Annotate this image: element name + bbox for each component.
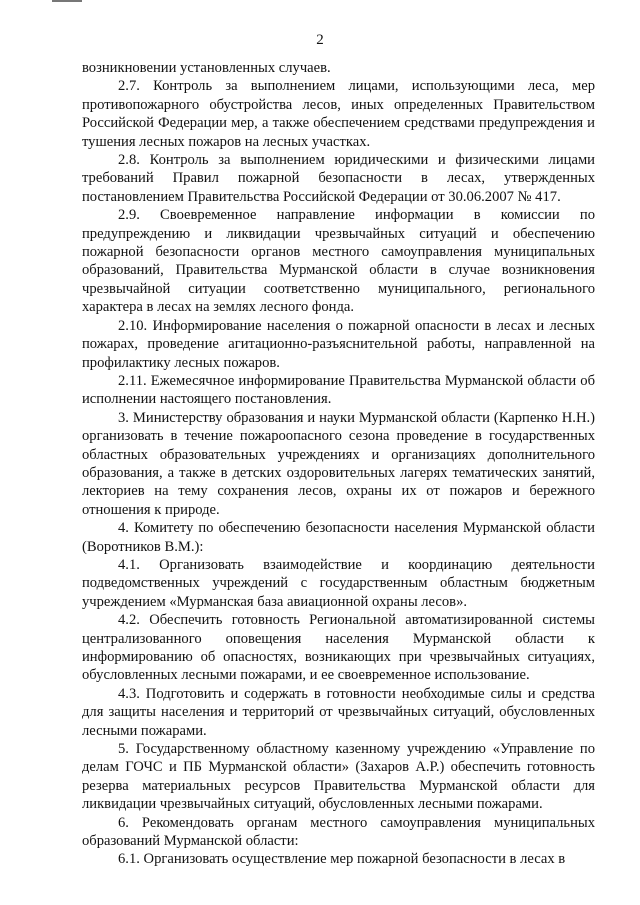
paragraph-5: 5. Государственному областному казенному учреждению «Управление по делам ГОЧС и ПБ Мурманской области» (Захаров А.Р.) обеспечить готовность резерва материальных ресурсов Правительства Мурманской области для ликвидации чрезвычайных ситуаций, обусловленных лесными пожарами. <box>82 741 595 813</box>
scan-edge-mark <box>52 0 82 2</box>
paragraph-continuation: возникновении установленных случаев. <box>82 60 331 76</box>
paragraph-4-2: 4.2. Обеспечить готовность Региональной автоматизированной системы централизованного оповещения населения Мурманской области к информированию об опасностях, возникающих при чрезвычайных ситуациях, обусловленных лесными пожарами, и ее своевременное использование. <box>82 612 595 684</box>
paragraph-2-11: 2.11. Ежемесячное информирование Правительства Мурманской области об исполнении настоящего постановления. <box>82 372 595 408</box>
paragraph-6-1: 6.1. Организовать осуществление мер пожарной безопасности в лесах в <box>118 851 566 868</box>
paragraph-2-9: 2.9. Своевременное направление информации в комиссии по предупреждению и ликвидации чрезвычайных ситуаций и обеспечению пожарной безопасности органов местного самоуправления муниципальных образований, Правительства Мурманской области в случае возникновения чрезвычайной ситуации соответственно муниципального, регионального характера в лесах на землях лесного фонда. <box>82 207 595 316</box>
document-body <box>82 59 595 869</box>
paragraph-2-7: 2.7. Контроль за выполнением лицами, использующими леса, мер противопожарного обустройства лесов, иных определенных Правительством Российской Федерации мер, а также обеспечением средствами предупреждения и тушения лесных пожаров на лесных участках. <box>82 78 595 150</box>
paragraph-2-10: 2.10. Информирование населения о пожарной опасности в лесах и лесных пожарах, проведение агитационно-разъяснительной работы, направленной на профилактику лесных пожаров. <box>82 317 595 371</box>
paragraph-2-8: 2.8. Контроль за выполнением юридическими и физическими лицами требований Правил пожарной безопасности в лесах, утвержденных постановлением Правительства Российской Федерации от 30.06.2007 № 417. <box>82 152 595 205</box>
paragraph-6: 6. Рекомендовать органам местного самоуправления муниципальных образований Мурманской области: <box>82 814 595 850</box>
paragraph-3: 3. Министерству образования и науки Мурманской области (Карпенко Н.Н.) организовать в течение пожароопасного сезона проведение в государственных областных образовательных учреждениях и организациях дополнительного образования, а также в детских оздоровительных лагерях тематических занятий, лекториев на тему сохранения лесов, охраны их от пожаров и бережного отношения к природе. <box>82 409 595 518</box>
paragraph-4-1: 4.1. Организовать взаимодействие и координацию деятельности подведомственных учреждений с государственным областным бюджетным учреждением «Мурманская база авиационной охраны лесов». <box>82 556 595 610</box>
page-number: 2 <box>316 32 324 48</box>
paragraph-4: 4. Комитету по обеспечению безопасности населения Мурманской области (Воротников В.М.): <box>82 520 595 555</box>
paragraph-4-3: 4.3. Подготовить и содержать в готовности необходимые силы и средства для защиты населения и территорий от чрезвычайных ситуаций, обусловленных лесными пожарами. <box>82 685 595 739</box>
